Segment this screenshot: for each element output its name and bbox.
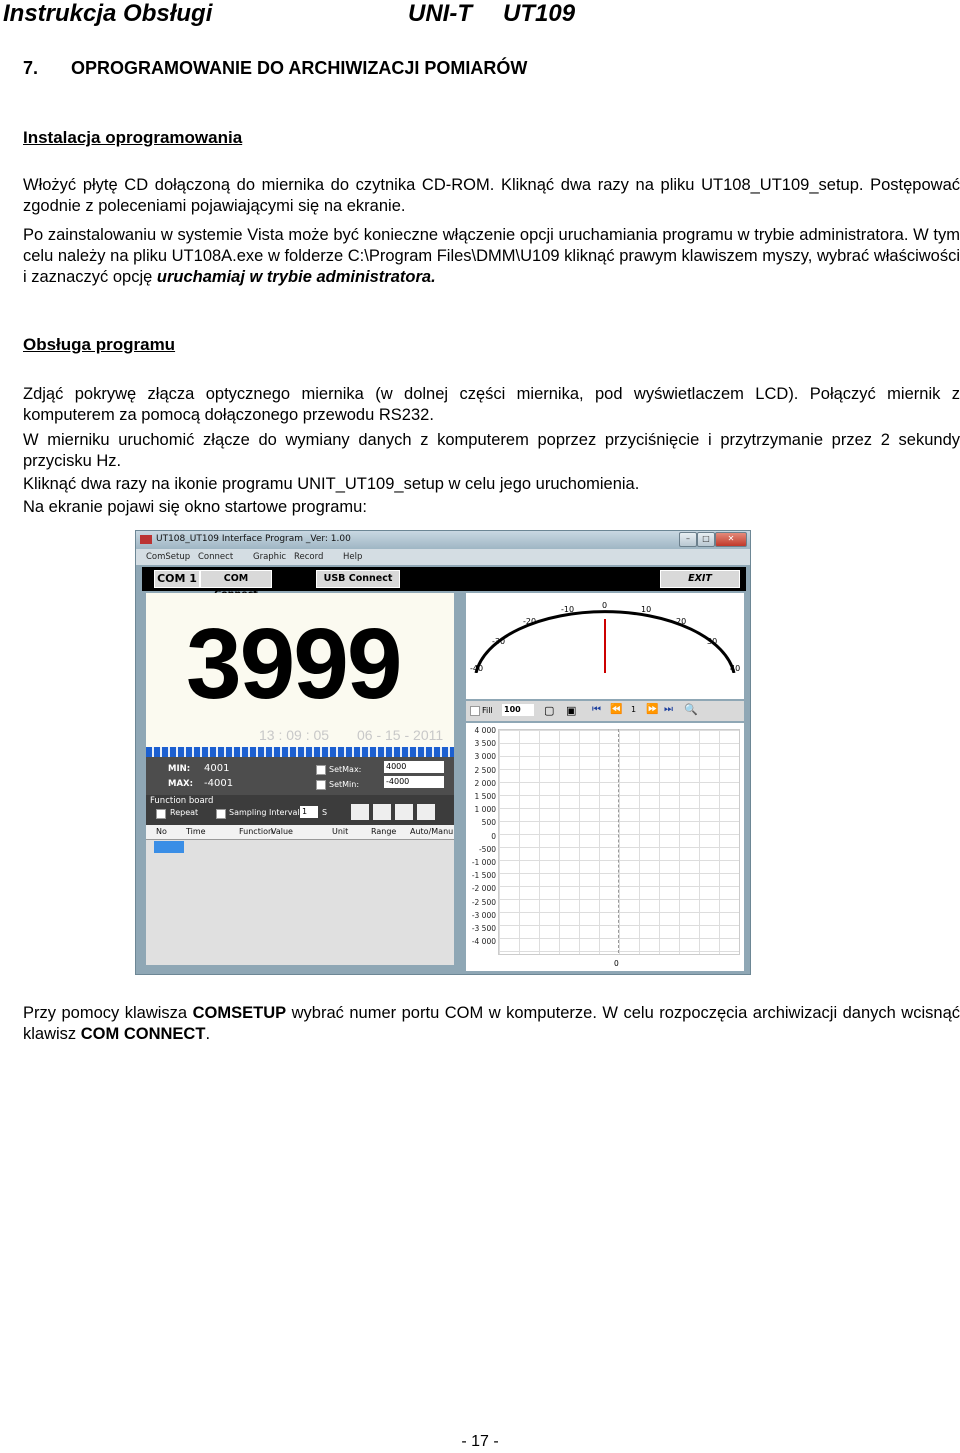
install-p2-text: Po zainstalowaniu w systemie Vista może być konieczne włączenie opcji uruchamiania programu w trybie administratora. W tym celu należy na pliku UT108A.exe w folderze C:\Program Files\DMM\U109 kliknąć prawym klawiszem myszy, wybrać właściwości i zaznaczyć opcję bbox=[23, 226, 960, 286]
sampling-label: Sampling Interval bbox=[229, 808, 300, 817]
col-auto-manu: Auto/Manu bbox=[410, 827, 454, 836]
min-label: MIN: bbox=[168, 764, 191, 774]
install-paragraph-2 bbox=[23, 225, 960, 288]
sampling-checkbox[interactable] bbox=[216, 809, 226, 819]
function-board bbox=[146, 795, 454, 825]
save-graph-icon[interactable]: ▣ bbox=[566, 704, 577, 717]
setmin-input[interactable]: -4000 bbox=[384, 776, 444, 788]
reading-time: 13 : 09 : 05 bbox=[259, 727, 330, 743]
install-heading: Instalacja oprogramowania bbox=[23, 128, 243, 147]
y-axis-label: 2 000 bbox=[474, 778, 496, 788]
zoom-icon[interactable]: 🔍 bbox=[684, 703, 698, 716]
col-value: Value bbox=[271, 827, 293, 836]
trend-plot bbox=[466, 723, 744, 971]
page-number-footer: - 17 - bbox=[461, 1433, 499, 1450]
count-input[interactable]: 100 bbox=[502, 704, 534, 716]
section-number: 7. bbox=[23, 58, 39, 78]
gauge-label-m30: -30 bbox=[492, 637, 506, 646]
closing-t1: Przy pomocy klawisza bbox=[23, 1004, 193, 1022]
usage-heading: Obsługa programu bbox=[23, 335, 176, 354]
menu-help[interactable]: Help bbox=[343, 552, 363, 562]
setmax-label: SetMax: bbox=[329, 765, 362, 774]
gauge-label-m40: -40 bbox=[470, 664, 484, 673]
table-row[interactable] bbox=[154, 841, 184, 853]
analog-gauge bbox=[466, 593, 744, 673]
closing-b1: COMSETUP bbox=[192, 1004, 287, 1022]
window-titlebar bbox=[136, 531, 750, 549]
reading-value: 3999 bbox=[186, 608, 401, 720]
closing-b2: COM CONNECT bbox=[80, 1025, 206, 1043]
x-axis-label: 0 bbox=[614, 959, 619, 968]
exit-button[interactable]: EXIT bbox=[660, 570, 740, 588]
y-axis-label: 3 000 bbox=[474, 752, 496, 762]
menu-comsetup[interactable]: ComSetup bbox=[146, 552, 191, 562]
program-screenshot bbox=[135, 530, 751, 975]
plot-grid bbox=[498, 729, 740, 955]
y-axis-label: -3 500 bbox=[471, 924, 496, 933]
toolbar bbox=[142, 567, 746, 591]
function-board-label: Function board bbox=[150, 796, 214, 806]
usb-connect-button[interactable]: USB Connect bbox=[316, 570, 400, 588]
last-page-icon[interactable]: ⏭ bbox=[664, 704, 673, 715]
analog-bargraph bbox=[146, 747, 454, 757]
plot-center-line bbox=[618, 729, 619, 953]
page-number: 1 bbox=[631, 705, 637, 714]
col-range: Range bbox=[371, 827, 397, 836]
reading-date: 06 - 15 - 2011 bbox=[357, 727, 444, 743]
setmin-label: SetMin: bbox=[329, 780, 360, 789]
first-page-icon[interactable]: ⏮ bbox=[592, 704, 601, 715]
max-value: -4001 bbox=[204, 778, 234, 789]
com-port-select[interactable]: COM 1 bbox=[154, 570, 200, 588]
gauge-label-0: 0 bbox=[602, 601, 608, 610]
lcd-display bbox=[146, 593, 454, 749]
closing-t3: . bbox=[205, 1025, 211, 1043]
closing-t2: wybrać numer portu COM w komputerze. W celu rozpoczęcia archiwizacji danych wcisnąć klawisz bbox=[23, 1004, 960, 1043]
usage-paragraph-4: Na ekranie pojawi się okno startowe programu: bbox=[23, 498, 367, 516]
new-file-icon[interactable] bbox=[351, 804, 369, 820]
fill-label: Fill bbox=[482, 706, 493, 715]
usage-paragraph-2: W mierniku uruchomić złącze do wymiany danych z komputerem poprzez przyciśnięcie i przytrzymanie przez 2 sekundy przycisku Hz. bbox=[23, 431, 960, 470]
y-axis-label: 0 bbox=[491, 831, 496, 841]
y-axis-label: 3 500 bbox=[474, 739, 496, 749]
y-axis-label: 4 000 bbox=[474, 726, 496, 735]
table-header bbox=[146, 825, 454, 840]
y-axis-label: 500 bbox=[481, 818, 496, 828]
minimize-icon[interactable]: – bbox=[679, 532, 697, 547]
y-axis-label: -2 500 bbox=[471, 897, 496, 907]
fill-checkbox[interactable] bbox=[470, 706, 480, 716]
y-axis-label: -2 000 bbox=[471, 884, 496, 894]
repeat-checkbox[interactable] bbox=[156, 809, 166, 819]
install-p2-emphasis: uruchamiaj w trybie administratora. bbox=[156, 268, 436, 286]
y-axis-label: -1 500 bbox=[471, 871, 496, 881]
app-logo-icon bbox=[140, 535, 152, 544]
col-unit: Unit bbox=[332, 827, 349, 836]
header-brand: UNI-T bbox=[408, 0, 472, 27]
sampling-unit: S bbox=[322, 808, 328, 817]
gauge-svg bbox=[466, 593, 744, 673]
usage-paragraph-1: Zdjąć pokrywę złącza optycznego miernika (w dolnej części miernika, pod wyświetlaczem LCD). Połączyć miernik z komputerem za pomocą dołączonego przewodu RS232. bbox=[23, 385, 960, 424]
gauge-label-m20: -20 bbox=[523, 617, 537, 626]
open-file-icon[interactable] bbox=[373, 804, 391, 820]
document-icon[interactable]: ▢ bbox=[544, 704, 555, 717]
maximize-icon[interactable]: □ bbox=[697, 532, 715, 547]
next-page-icon[interactable]: ⏩ bbox=[646, 704, 659, 715]
col-time: Time bbox=[186, 827, 206, 836]
window-title: UT108_UT109 Interface Program _Ver: 1.00 bbox=[156, 534, 351, 544]
menu-bar bbox=[136, 549, 750, 565]
repeat-label: Repeat bbox=[170, 808, 199, 817]
y-axis-label: -3 000 bbox=[471, 910, 496, 920]
section-title: OPROGRAMOWANIE DO ARCHIWIZACJI POMIARÓW bbox=[71, 58, 528, 78]
y-axis-label: -1 000 bbox=[471, 858, 496, 867]
prev-page-icon[interactable]: ⏪ bbox=[610, 704, 623, 715]
gauge-label-m10: -10 bbox=[561, 605, 575, 614]
graph-controls bbox=[466, 701, 744, 721]
save-icon[interactable] bbox=[395, 804, 413, 820]
min-value: 4001 bbox=[204, 763, 230, 774]
closing-paragraph bbox=[23, 1003, 960, 1045]
setmin-checkbox[interactable] bbox=[316, 780, 326, 790]
y-axis-label: 1 500 bbox=[474, 792, 496, 801]
print-icon[interactable] bbox=[417, 804, 435, 820]
gauge-base bbox=[466, 673, 744, 699]
col-function: Function bbox=[239, 827, 274, 836]
sampling-input[interactable]: 1 bbox=[300, 806, 318, 818]
setmax-checkbox[interactable] bbox=[316, 765, 326, 775]
install-paragraph-1: Włożyć płytę CD dołączoną do miernika do czytnika CD-ROM. Kliknąć dwa razy na pliku UT108_UT109_setup. Postępować zgodnie z poleceniami pojawiającymi się na ekranie. bbox=[23, 176, 960, 215]
y-axis-label: -4 000 bbox=[471, 937, 496, 947]
y-axis-label: 2 500 bbox=[474, 765, 496, 775]
max-label: MAX: bbox=[168, 779, 193, 789]
gauge-label-20: 20 bbox=[676, 617, 687, 626]
header-manual-title: Instrukcja Obsługi bbox=[3, 0, 213, 27]
com-connect-button[interactable]: COM bbox=[200, 570, 272, 588]
gauge-label-40: 40 bbox=[730, 664, 741, 673]
menu-connect[interactable]: Connect bbox=[198, 552, 234, 562]
header-model: UT109 bbox=[503, 0, 576, 27]
menu-graphic[interactable]: Graphic bbox=[253, 552, 287, 562]
menu-record[interactable]: Record bbox=[294, 552, 324, 562]
section-heading bbox=[23, 58, 527, 79]
col-no: No bbox=[156, 827, 167, 836]
gauge-label-30: 30 bbox=[707, 637, 718, 646]
gauge-label-10: 10 bbox=[641, 605, 652, 614]
setmax-input[interactable]: 4000 bbox=[384, 761, 444, 773]
record-table bbox=[146, 825, 454, 965]
close-icon[interactable]: ✕ bbox=[715, 532, 747, 547]
y-axis-label: -500 bbox=[478, 844, 496, 854]
y-axis-label: 1 000 bbox=[474, 805, 496, 815]
usage-paragraph-3: Kliknąć dwa razy na ikonie programu UNIT_UT109_setup w celu jego uruchomienia. bbox=[23, 475, 640, 493]
